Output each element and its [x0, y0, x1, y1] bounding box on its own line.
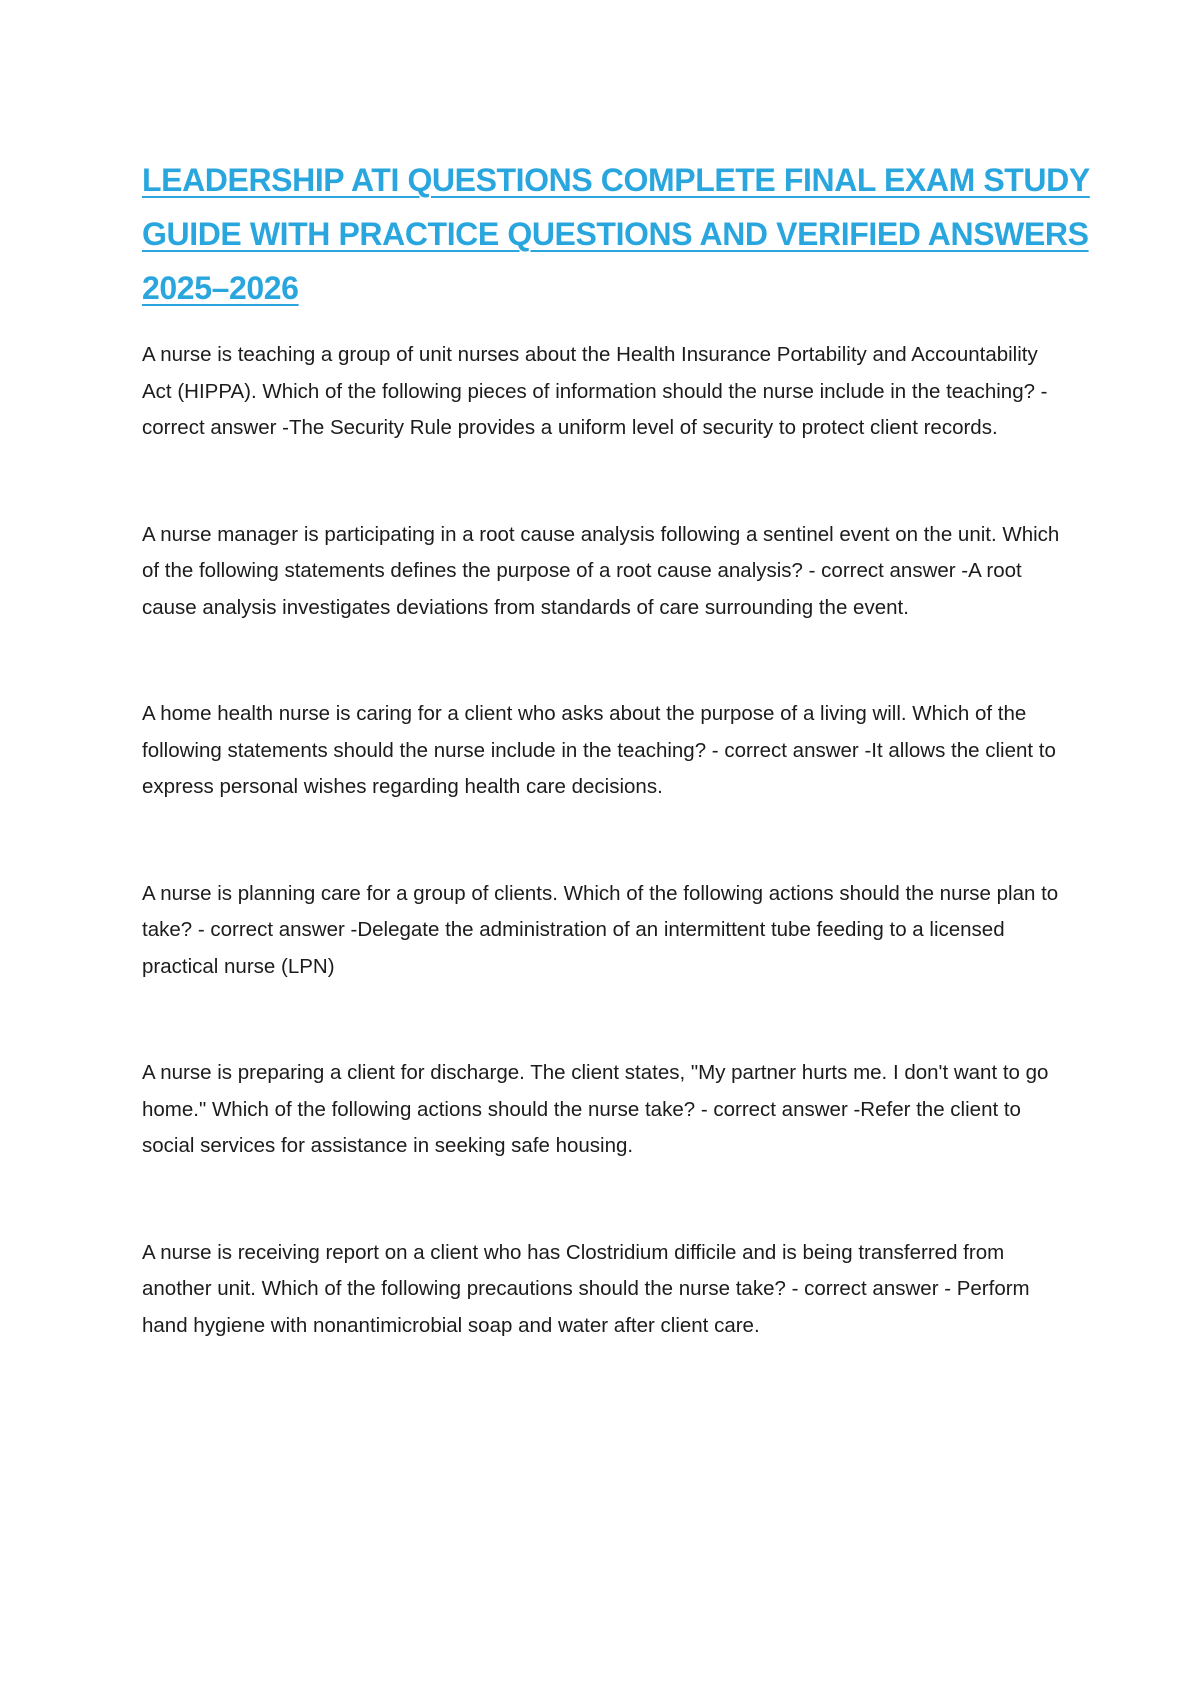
title-line-3: 2025–2026: [142, 270, 299, 306]
question-item-3: A home health nurse is caring for a client who asks about the purpose of a living will. Which of the following statements should the nurse include in the teaching? - correct answer -It allows the client to express personal wishes regarding health care decisions.: [142, 702, 1056, 798]
question-item-6: A nurse is receiving report on a client who has Clostridium difficile and is being transferred from another unit. Which of the following precautions should the nurse take? - correct answer - Perform hand hygiene with nonantimicrobial soap and water after client care.: [142, 1240, 1030, 1337]
question-item-2: A nurse manager is participating in a root cause analysis following a sentinel event on the unit. Which of the following statements defines the purpose of a root cause analysis? - correct answer -A root cause analysis investigates deviations from standards of care surrounding the event.: [142, 522, 1060, 619]
document-title: [142, 153, 1090, 315]
question-item-5: A nurse is preparing a client for discharge. The client states, "My partner hurts me. I don't want to go home." Which of the following actions should the nurse take? - correct answer -Refer the client to social services for assistance in seeking safe housing.: [142, 1061, 1049, 1157]
question-list: [142, 337, 1060, 1344]
question-item-1: A nurse is teaching a group of unit nurses about the Health Insurance Portability and Accountability Act (HIPPA). Which of the following pieces of information should the nurse include in the teaching? - correct answer -The Security Rule provides a uniform level of security to protect client records.: [142, 343, 1048, 439]
question-item-4: A nurse is planning care for a group of clients. Which of the following actions should the nurse plan to take? - correct answer -Delegate the administration of an intermittent tube feeding to a licensed practical nurse (LPN): [142, 881, 1059, 978]
title-line-1: LEADERSHIP ATI QUESTIONS COMPLETE FINAL EXAM STUDY: [142, 162, 1090, 198]
title-line-2: GUIDE WITH PRACTICE QUESTIONS AND VERIFIED ANSWERS: [142, 216, 1089, 252]
